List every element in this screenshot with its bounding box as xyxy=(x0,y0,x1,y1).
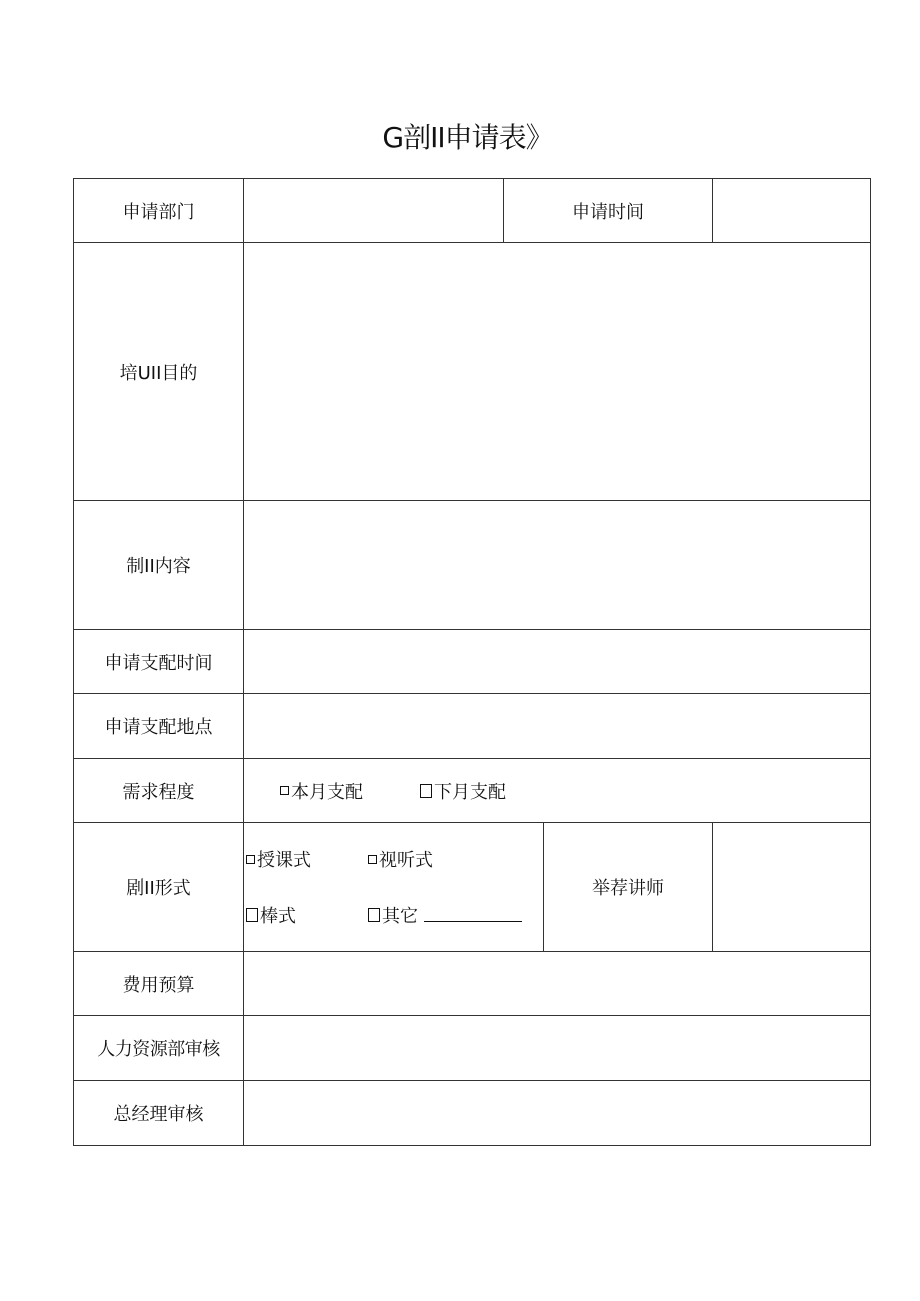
lecturer-label: 举荐讲师 xyxy=(544,823,713,952)
urgency-options xyxy=(244,759,871,823)
apply-time-field[interactable] xyxy=(713,179,871,243)
option-other[interactable]: 其它 xyxy=(368,902,522,928)
option-audiovisual[interactable]: 视听式 xyxy=(368,846,433,872)
option-next-month[interactable]: 下月支配 xyxy=(420,778,506,804)
checkbox-icon[interactable] xyxy=(280,786,289,795)
checkbox-icon[interactable] xyxy=(368,908,380,922)
row-schedule-place xyxy=(74,694,871,759)
schedule-place-label: 申请支配地点 xyxy=(74,694,244,759)
checkbox-icon[interactable] xyxy=(420,784,432,798)
checkbox-icon[interactable] xyxy=(368,855,377,864)
row-purpose xyxy=(74,243,871,501)
row-budget xyxy=(74,952,871,1016)
row-hr-review xyxy=(74,1016,871,1081)
hr-review-field[interactable] xyxy=(244,1016,871,1081)
apply-time-label: 申请时间 xyxy=(504,179,713,243)
hr-review-label: 人力资源部审核 xyxy=(74,1016,244,1081)
format-label: 剧II形式 xyxy=(74,823,244,952)
purpose-label: 培UII目的 xyxy=(74,243,244,501)
department-label: 申请部门 xyxy=(74,179,244,243)
lecturer-field[interactable] xyxy=(713,823,871,952)
row-format xyxy=(74,823,871,952)
content-label: 制II内容 xyxy=(74,501,244,630)
content-field[interactable] xyxy=(244,501,871,630)
budget-label: 费用预算 xyxy=(74,952,244,1016)
option-lecture[interactable]: 授课式 xyxy=(246,846,368,872)
row-schedule-time xyxy=(74,630,871,694)
schedule-time-field[interactable] xyxy=(244,630,871,694)
row-content xyxy=(74,501,871,630)
department-field[interactable] xyxy=(244,179,504,243)
training-application-form xyxy=(73,178,871,1146)
checkbox-icon[interactable] xyxy=(246,855,255,864)
budget-field[interactable] xyxy=(244,952,871,1016)
gm-review-label: 总经理审核 xyxy=(74,1081,244,1146)
row-gm-review xyxy=(74,1081,871,1146)
urgency-label: 需求程度 xyxy=(74,759,244,823)
other-blank-line[interactable] xyxy=(424,907,522,922)
gm-review-field[interactable] xyxy=(244,1081,871,1146)
form-title: G剖II申请表》 xyxy=(382,121,553,154)
option-this-month[interactable]: 本月支配 xyxy=(280,778,420,804)
row-urgency xyxy=(74,759,871,823)
row-department xyxy=(74,179,871,243)
schedule-place-field[interactable] xyxy=(244,694,871,759)
schedule-time-label: 申请支配时间 xyxy=(74,630,244,694)
format-options xyxy=(244,823,544,952)
option-stick[interactable]: 棒式 xyxy=(246,902,368,928)
checkbox-icon[interactable] xyxy=(246,908,258,922)
purpose-field[interactable] xyxy=(244,243,871,501)
